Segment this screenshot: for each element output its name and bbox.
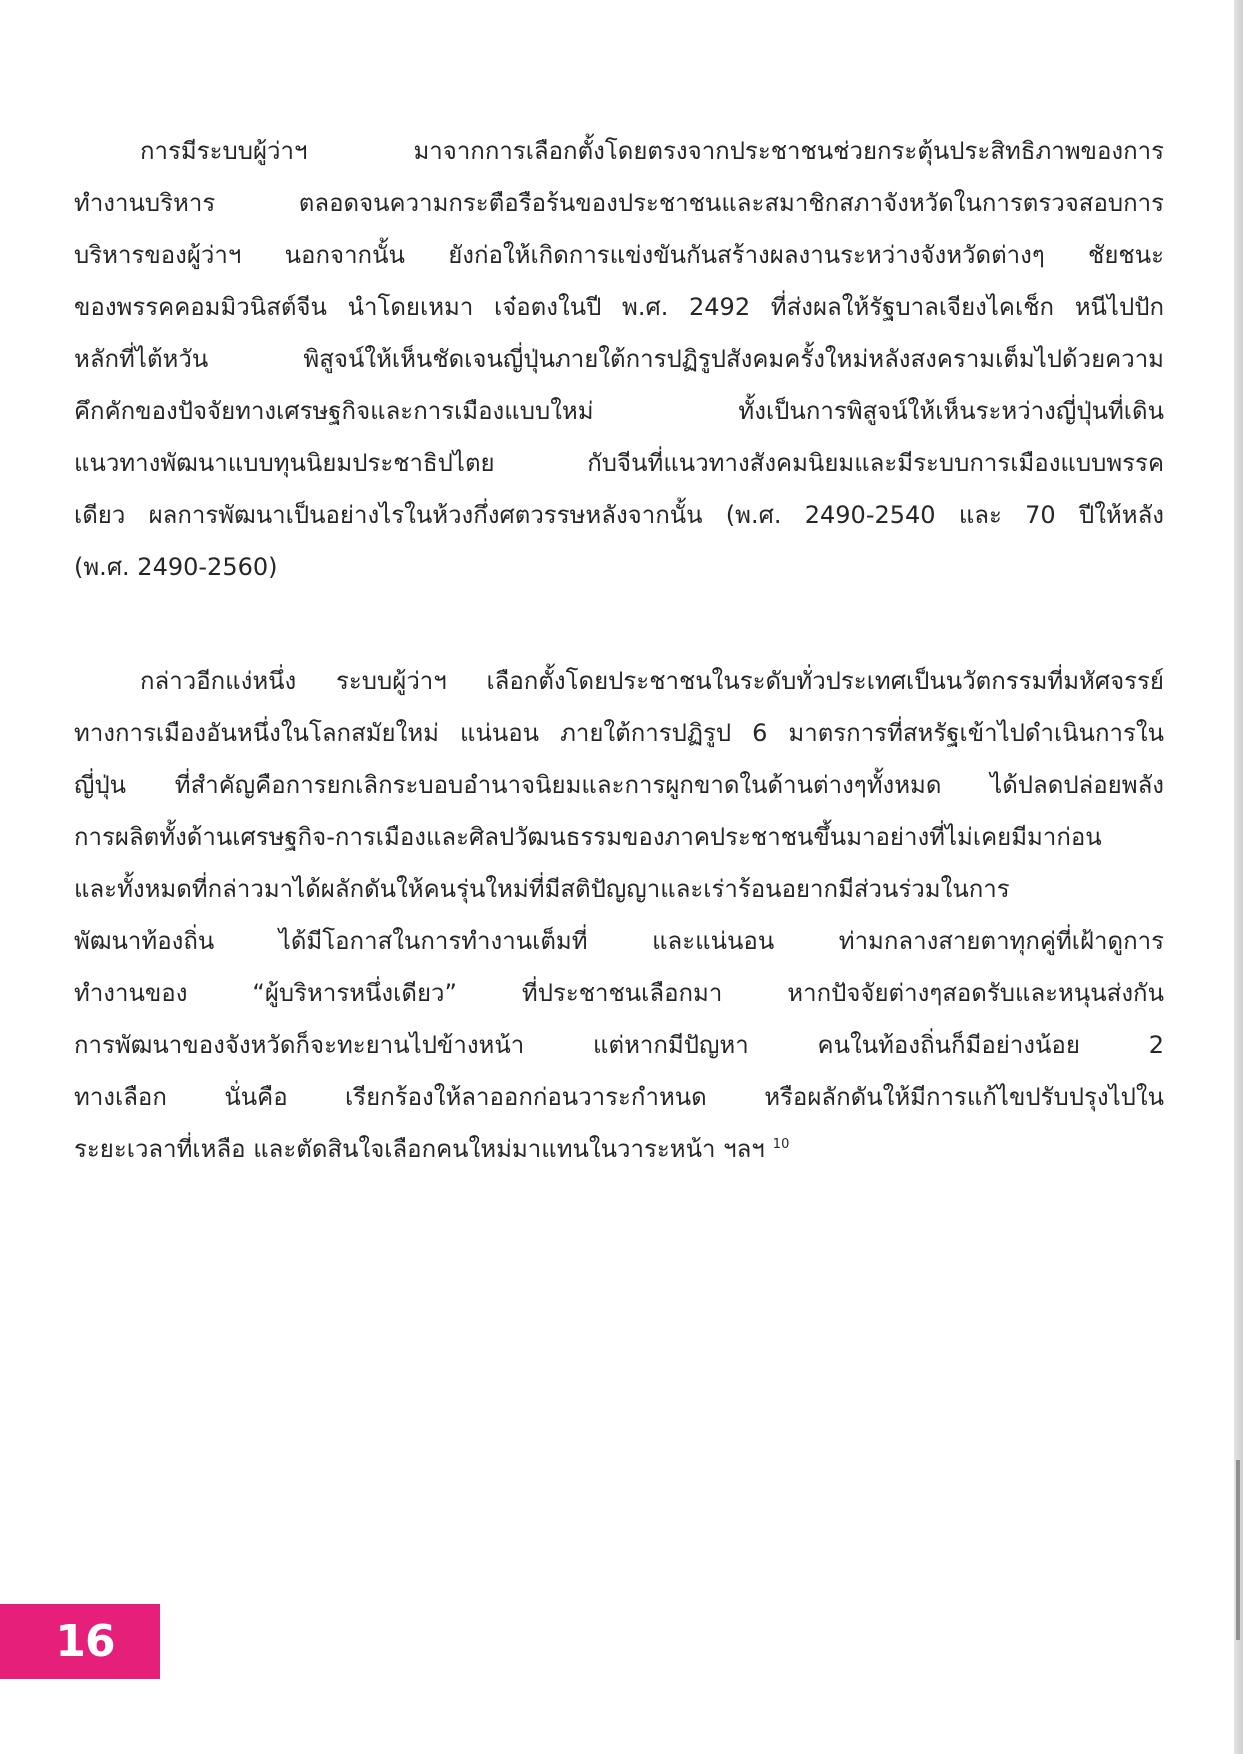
paragraph-line: กล่าวอีกแง่หนึ่ง ระบบผู้ว่าฯ เลือกตั้งโดยประชาชนในระดับทั่วประเทศเป็นนวัตกรรมที่มหัศจรรย์ xyxy=(140,667,1164,695)
paragraph-line: การพัฒนาของจังหวัดก็จะทะยานไปข้างหน้า แต่หากมีปัญหา คนในท้องถิ่นก็มีอย่างน้อย 2 xyxy=(74,1031,1164,1059)
page-number-badge xyxy=(0,1604,160,1679)
paragraph-line: แนวทางพัฒนาแบบทุนนิยมประชาธิปไตย กับจีนที่แนวทางสังคมนิยมและมีระบบการเมืองแบบพรรค xyxy=(74,449,1164,477)
paragraph-line-text: ระยะเวลาที่เหลือ และตัดสินใจเลือกคนใหม่มาแทนในวาระหน้า ฯลฯ xyxy=(74,1135,765,1163)
paragraph-line: หลักที่ไต้หวัน พิสูจน์ให้เห็นชัดเจนญี่ปุ่นภายใต้การปฏิรูปสังคมครั้งใหม่หลังสงครามเต็มไปด้วยความ xyxy=(74,345,1164,373)
paragraph-line: พัฒนาท้องถิ่น ได้มีโอกาสในการทำงานเต็มที่ และแน่นอน ท่ามกลางสายตาทุกคู่ที่เฝ้าดูการ xyxy=(74,927,1164,955)
paragraph-line: การผลิตทั้งด้านเศรษฐกิจ-การเมืองและศิลปวัฒนธรรมของภาคประชาชนขึ้นมาอย่างที่ไม่เคยมีมาก่อน xyxy=(74,823,1102,851)
footnote-reference[interactable]: 10 xyxy=(772,1137,790,1152)
paragraph-line: เดียว ผลการพัฒนาเป็นอย่างไรในห้วงกึ่งศตวรรษหลังจากนั้น (พ.ศ. 2490-2540 และ 70 ปีให้หลัง xyxy=(74,501,1164,529)
document-body xyxy=(74,125,1164,1175)
page-number: 16 xyxy=(55,1616,115,1667)
paragraph-line: ทำงานบริหาร ตลอดจนความกระตือรือร้นของประชาชนและสมาชิกสภาจังหวัดในการตรวจสอบการ xyxy=(74,189,1164,217)
paragraph-line: ทำงานของ “ผู้บริหารหนึ่งเดียว” ที่ประชาชนเลือกมา หากปัจจัยต่างๆสอดรับและหนุนส่งกัน xyxy=(74,979,1164,1007)
paragraph-line: ทางเลือก นั่นคือ เรียกร้องให้ลาออกก่อนวาระกำหนด หรือผลักดันให้มีการแก้ไขปรับปรุงไปใน xyxy=(74,1083,1164,1111)
paragraph-1 xyxy=(74,125,1164,597)
paragraph-line: และทั้งหมดที่กล่าวมาได้ผลักดันให้คนรุ่นใหม่ที่มีสติปัญญาและเร่าร้อนอยากมีส่วนร่วมในการ xyxy=(74,875,1010,903)
paragraph-line: คึกคักของปัจจัยทางเศรษฐกิจและการเมืองแบบใหม่ ทั้งเป็นการพิสูจน์ให้เห็นระหว่างญี่ปุ่นที่เดิน xyxy=(74,397,1164,425)
paragraph-last-line xyxy=(74,1123,1164,1175)
paragraph-line: (พ.ศ. 2490-2560) xyxy=(74,553,278,581)
paragraph-line: การมีระบบผู้ว่าฯ มาจากการเลือกตั้งโดยตรงจากประชาชนช่วยกระตุ้นประสิทธิภาพของการ xyxy=(140,137,1164,165)
paragraph-line: ของพรรคคอมมิวนิสต์จีน นำโดยเหมา เจ๋อตงในปี พ.ศ. 2492 ที่ส่งผลให้รัฐบาลเจียงไคเช็ก หนีไปปัก xyxy=(74,293,1164,321)
paragraph-line: ทางการเมืองอันหนึ่งในโลกสมัยใหม่ แน่นอน ภายใต้การปฏิรูป 6 มาตรการที่สหรัฐเข้าไปดำเนินการใน xyxy=(74,719,1164,747)
paragraph-line: บริหารของผู้ว่าฯ นอกจากนั้น ยังก่อให้เกิดการแข่งขันกันสร้างผลงานระหว่างจังหวัดต่างๆ ชัยชนะ xyxy=(74,241,1164,269)
page-edge-strip xyxy=(1234,0,1243,1754)
paragraph-line: ญี่ปุ่น ที่สำคัญคือการยกเลิกระบอบอำนาจนิยมและการผูกขาดในด้านต่างๆทั้งหมด ได้ปลดปล่อยพลัง xyxy=(74,771,1164,799)
paragraph-2 xyxy=(74,655,1164,1175)
